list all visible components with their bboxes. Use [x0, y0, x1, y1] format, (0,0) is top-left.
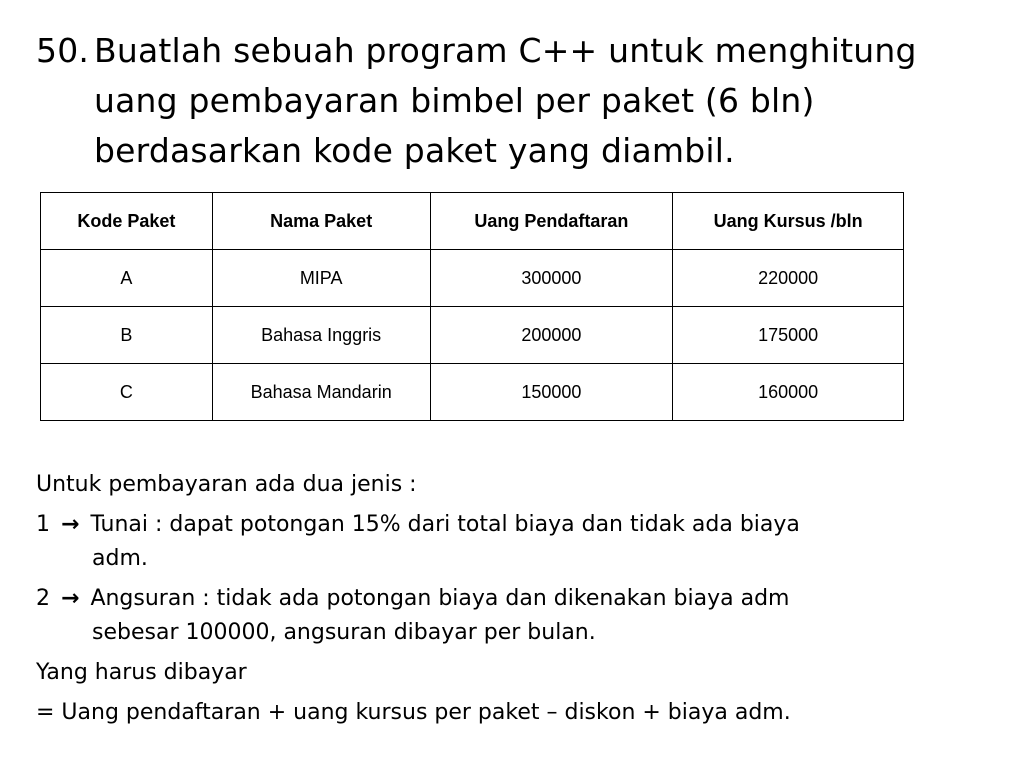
pay-label: Yang harus dibayar: [36, 660, 247, 685]
option-text-continued: adm.: [92, 546, 148, 571]
payment-formula: = Uang pendaftaran + uang kursus per paket – diskon + biaya adm.: [36, 700, 791, 725]
option-text: Tunai : dapat potongan 15% dari total biaya dan tidak ada biaya: [90, 512, 800, 537]
header-uang-pendaftaran: Uang Pendaftaran: [430, 193, 673, 250]
cell-pendaftaran: 300000: [430, 250, 673, 307]
notes-intro: Untuk pembayaran ada dua jenis :: [36, 472, 417, 497]
option-number: 1: [36, 512, 50, 537]
payment-option-2: [36, 582, 996, 650]
question-line-2: uang pembayaran bimbel per paket (6 bln): [94, 81, 815, 120]
cell-kode: C: [41, 364, 213, 421]
cell-kode: B: [41, 307, 213, 364]
question-text: [36, 26, 996, 176]
header-uang-kursus: Uang Kursus /bln: [673, 193, 904, 250]
question-line-3: berdasarkan kode paket yang diambil.: [94, 131, 735, 170]
option-number: 2: [36, 586, 50, 611]
option-text-continued: sebesar 100000, angsuran dibayar per bulan.: [92, 620, 596, 645]
arrow-right-icon: →: [61, 512, 80, 537]
arrow-right-icon: →: [61, 586, 80, 611]
payment-option-1: [36, 508, 996, 576]
question-line-1: 50. Buatlah sebuah program C++ untuk menghitung: [36, 26, 996, 76]
cell-pendaftaran: 150000: [430, 364, 673, 421]
package-table: [40, 192, 904, 421]
cell-kursus: 220000: [673, 250, 904, 307]
cell-kursus: 175000: [673, 307, 904, 364]
table-row: [41, 307, 904, 364]
table-header-row: [41, 193, 904, 250]
table-row: [41, 364, 904, 421]
payment-notes: [36, 468, 996, 736]
table-row: [41, 250, 904, 307]
question-number: 50.: [36, 31, 90, 70]
cell-pendaftaran: 200000: [430, 307, 673, 364]
option-text: Angsuran : tidak ada potongan biaya dan dikenakan biaya adm: [90, 586, 790, 611]
cell-nama: MIPA: [212, 250, 430, 307]
header-kode-paket: Kode Paket: [41, 193, 213, 250]
cell-kode: A: [41, 250, 213, 307]
cell-nama: Bahasa Inggris: [212, 307, 430, 364]
cell-nama: Bahasa Mandarin: [212, 364, 430, 421]
header-nama-paket: Nama Paket: [212, 193, 430, 250]
cell-kursus: 160000: [673, 364, 904, 421]
